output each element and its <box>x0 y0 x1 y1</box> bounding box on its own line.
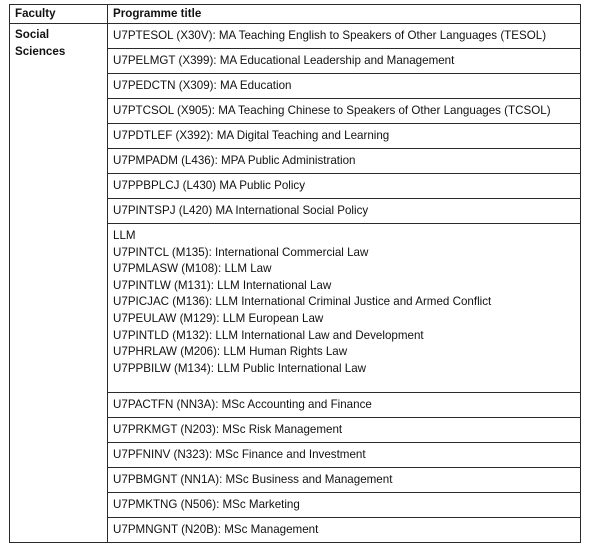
llm-programme-line: U7PMLASW (M108): LLM Law <box>113 262 272 276</box>
programme-cell: U7PPBPLCJ (L430) MA Public Policy <box>108 174 581 199</box>
programme-cell: U7PMPADM (L436): MPA Public Administration <box>108 149 581 174</box>
programme-cell: U7PEDCTN (X309): MA Education <box>108 74 581 99</box>
programme-cell: U7PELMGT (X399): MA Educational Leadership and Management <box>108 49 581 74</box>
programme-cell: U7PACTFN (NN3A): MSc Accounting and Finance <box>108 393 581 418</box>
programme-header: Programme title <box>108 5 581 24</box>
programme-cell: U7PRKMGT (N203): MSc Risk Management <box>108 418 581 443</box>
programme-cell: U7PTESOL (X30V): MA Teaching English to Speakers of Other Languages (TESOL) <box>108 24 581 49</box>
programme-cell: U7PMKTNG (N506): MSc Marketing <box>108 493 581 518</box>
programme-table <box>9 4 581 543</box>
llm-programme-line: U7PICJAC (M136): LLM International Criminal Justice and Armed Conflict <box>113 295 492 309</box>
llm-heading: LLM <box>113 229 136 242</box>
table-row <box>10 24 581 49</box>
programme-cell: U7PFNINV (N323): MSc Finance and Investment <box>108 443 581 468</box>
programme-cell: U7PBMGNT (NN1A): MSc Business and Management <box>108 468 581 493</box>
faculty-cell <box>10 24 108 543</box>
llm-programme-line: U7PHRLAW (M206): LLM Human Rights Law <box>113 345 348 359</box>
header-row <box>10 5 581 24</box>
programme-cell: U7PTCSOL (X905): MA Teaching Chinese to Speakers of Other Languages (TCSOL) <box>108 99 581 124</box>
llm-programme-line: U7PINTLW (M131): LLM International Law <box>113 278 332 292</box>
llm-programme-line: U7PINTCL (M135): International Commercial Law <box>113 245 369 259</box>
llm-programmes-cell <box>108 224 581 393</box>
faculty-name-line-1: Social <box>15 28 50 41</box>
programme-table-wrapper <box>9 4 581 543</box>
programme-cell: U7PDTLEF (X392): MA Digital Teaching and Learning <box>108 124 581 149</box>
llm-programme-line: U7PEULAW (M129): LLM European Law <box>113 311 324 325</box>
faculty-header: Faculty <box>10 5 108 24</box>
llm-programme-line: U7PINTLD (M132): LLM International Law and Development <box>113 328 424 342</box>
llm-programme-line: U7PPBILW (M134): LLM Public International Law <box>113 361 367 375</box>
faculty-name-line-2: Sciences <box>15 44 66 58</box>
programme-cell: U7PMNGNT (N20B): MSc Management <box>108 518 581 543</box>
programme-cell: U7PINTSPJ (L420) MA International Social Policy <box>108 199 581 224</box>
